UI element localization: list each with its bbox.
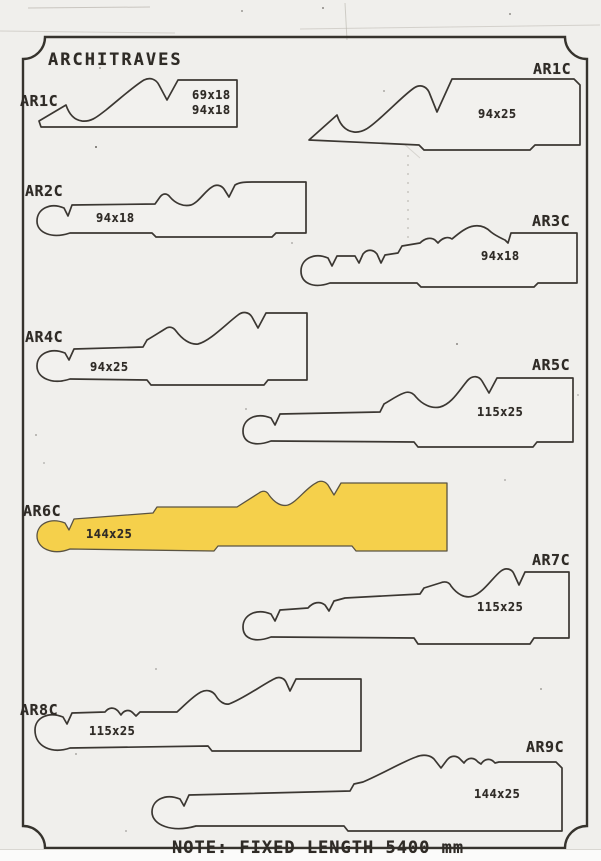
- profile-outline-ar6c-highlighted: [37, 481, 447, 551]
- profile-code-ar7c: AR7C: [532, 551, 571, 569]
- profile-code-ar9c: AR9C: [526, 738, 565, 756]
- dimension-label-ar3c: 94x18: [481, 249, 520, 263]
- dimension-label-ar1c-a2: 94x18: [192, 103, 231, 117]
- dimension-label-ar9c: 144x25: [474, 787, 521, 801]
- dimension-label-ar8c: 115x25: [89, 724, 136, 738]
- fixed-length-note: NOTE: FIXED LENGTH 5400 mm: [172, 838, 465, 858]
- profile-code-ar4c: AR4C: [25, 328, 64, 346]
- dimension-label-ar2c: 94x18: [96, 211, 135, 225]
- profile-code-ar1c-b: AR1C: [533, 60, 572, 78]
- profile-outline-ar4c: [37, 313, 307, 385]
- profile-code-ar8c: AR8C: [20, 701, 59, 719]
- profile-outline-ar3c: [301, 226, 577, 287]
- dimension-label-ar1c-b: 94x25: [478, 107, 517, 121]
- profile-code-ar6c: AR6C: [23, 502, 62, 520]
- profile-outline-ar5c: [243, 377, 573, 447]
- dimension-label-ar1c-a1: 69x18: [192, 88, 231, 102]
- dimension-label-ar4c: 94x25: [90, 360, 129, 374]
- profile-code-ar5c: AR5C: [532, 356, 571, 374]
- profile-code-ar2c: AR2C: [25, 182, 64, 200]
- profile-outline-ar8c: [35, 678, 361, 751]
- dimension-label-ar6c: 144x25: [86, 527, 133, 541]
- profile-code-ar1c-a: AR1C: [20, 92, 59, 110]
- dimension-label-ar5c: 115x25: [477, 405, 524, 419]
- profile-code-ar3c: AR3C: [532, 212, 571, 230]
- dimension-label-ar7c: 115x25: [477, 600, 524, 614]
- profile-outline-ar2c: [37, 182, 306, 237]
- profile-outline-ar1c-b: [309, 79, 580, 150]
- page-title: ARCHITRAVES: [48, 50, 183, 70]
